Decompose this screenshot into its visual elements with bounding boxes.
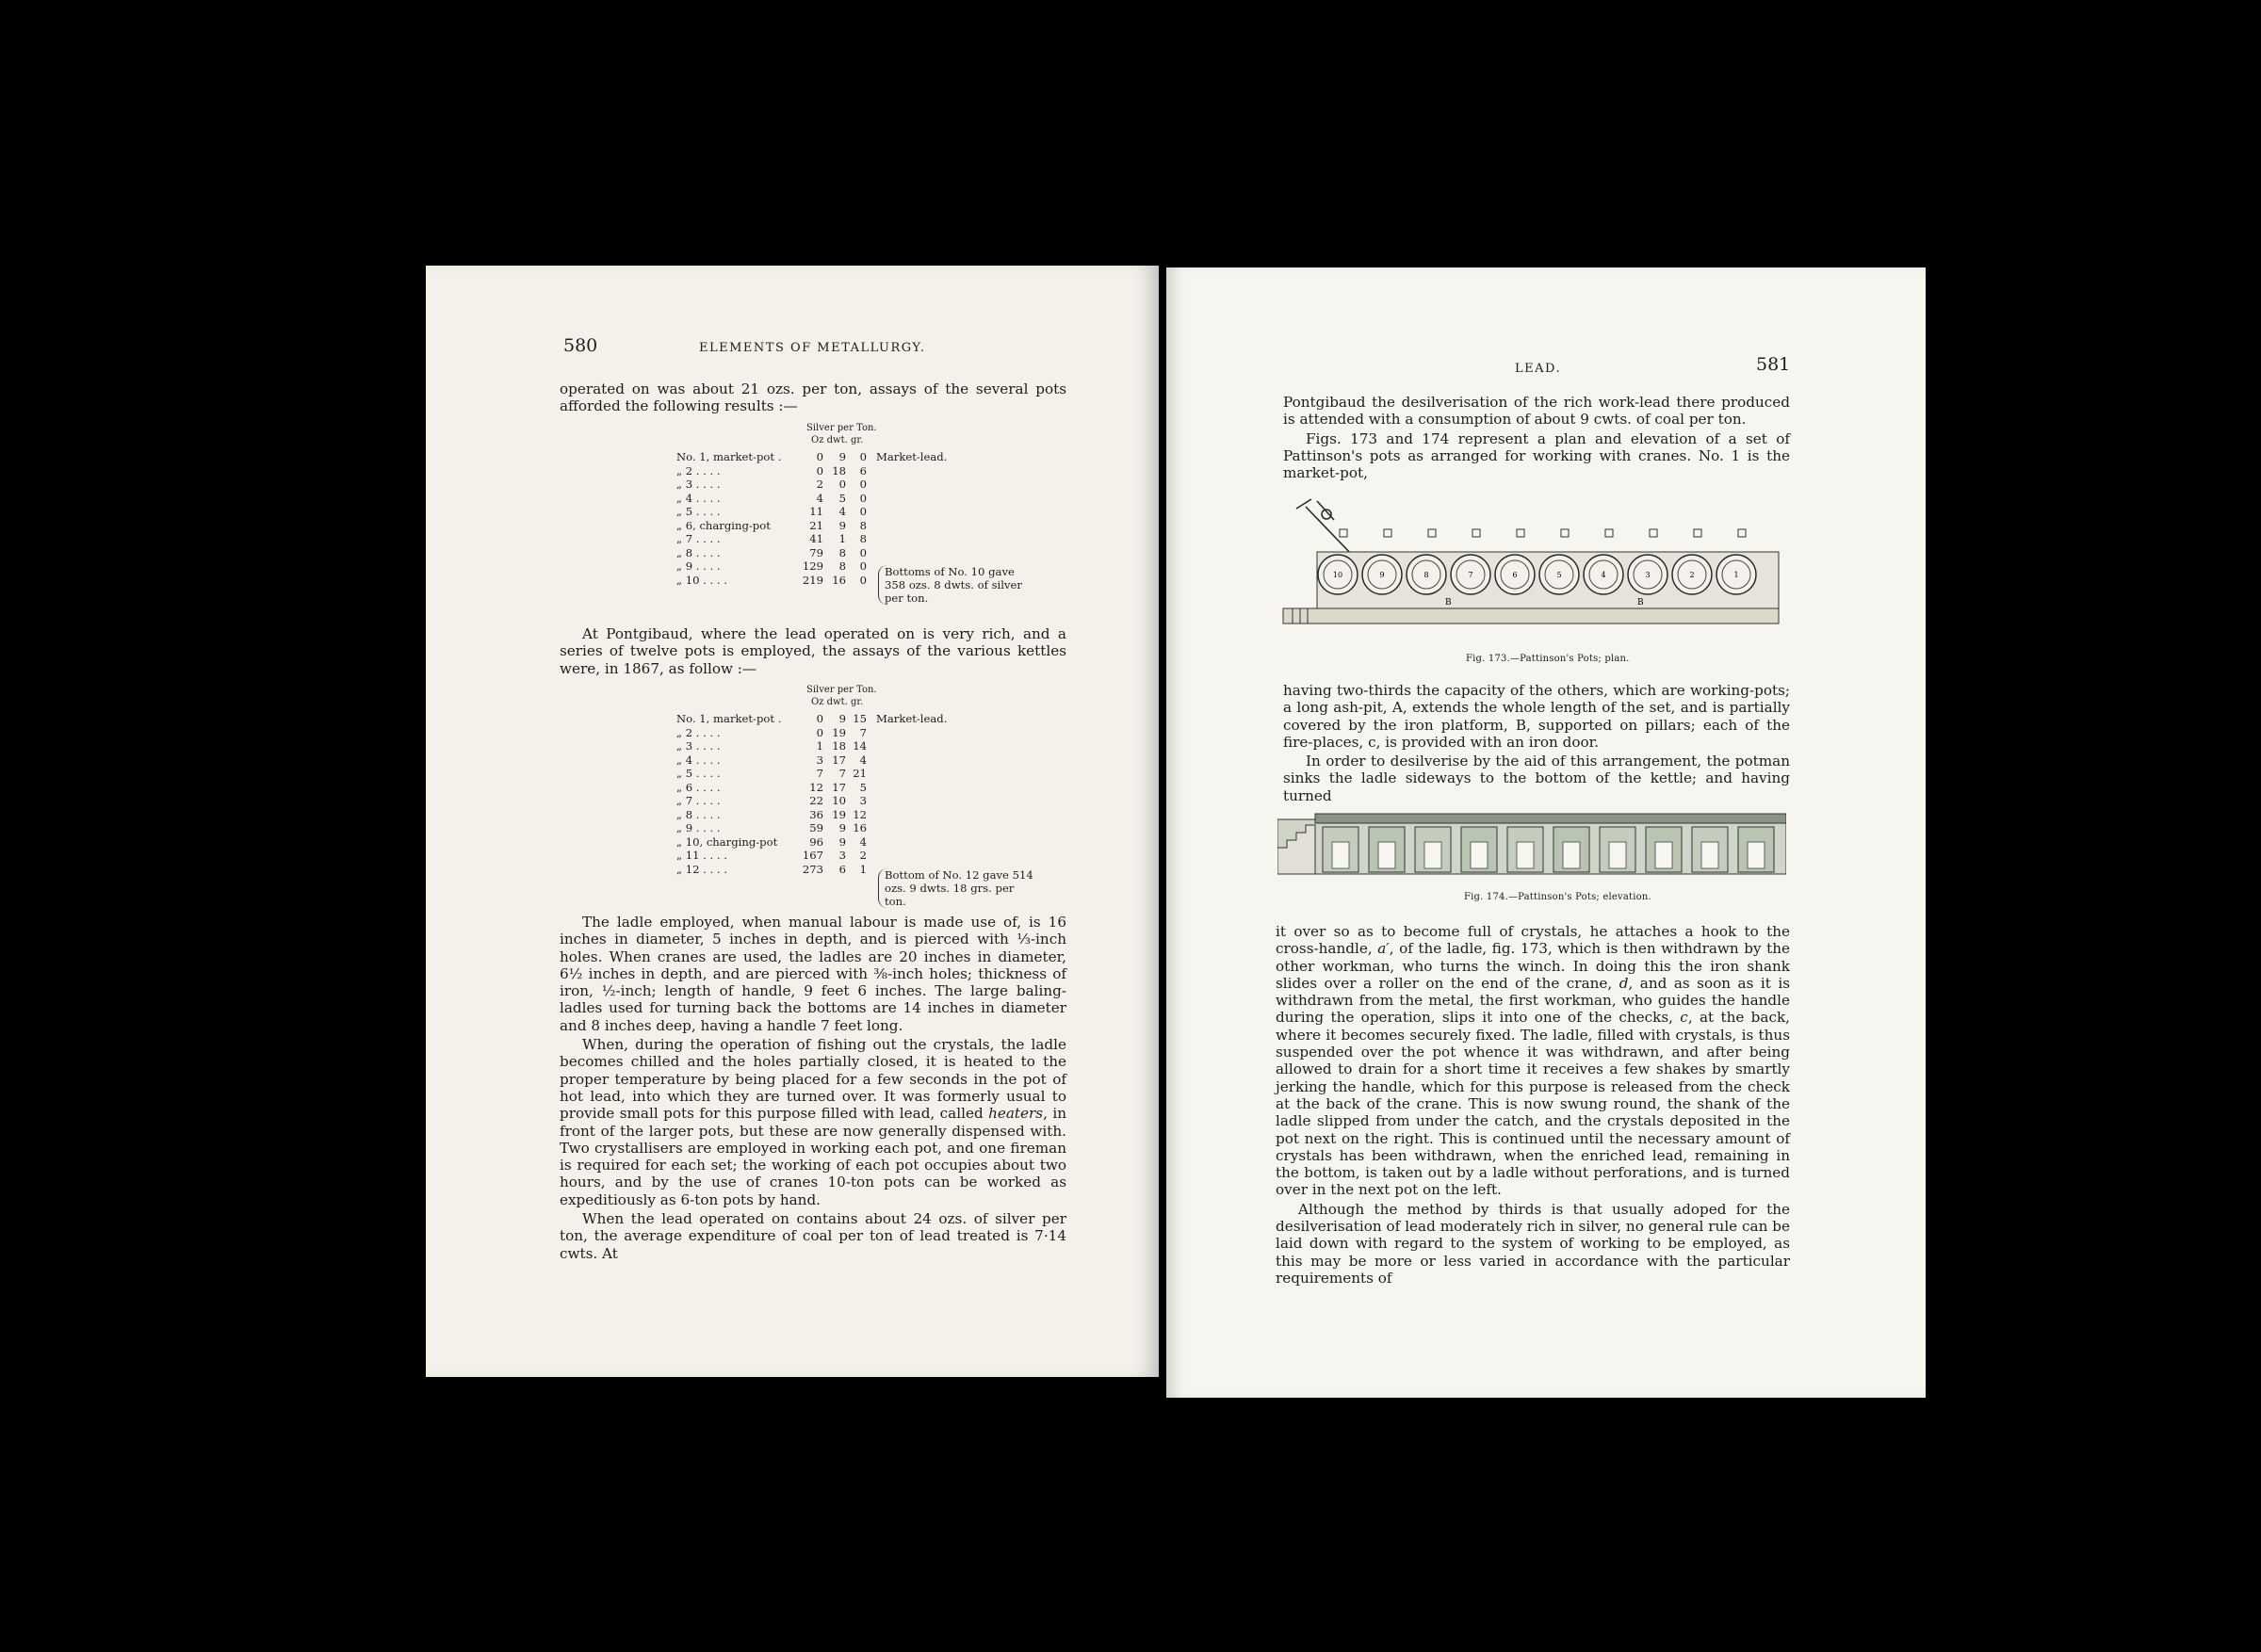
assay-table-title: Silver per Ton. — [806, 685, 877, 695]
method-by-thirds-text: Although the method by thirds is that usually adoped for the desilverisation of lead moderately rich in silver, no general rule can be laid down with regard to the system of working to be employed, as this may be more or less varied in accordance with the particular requirements of — [1276, 1200, 1790, 1287]
assay-cell-gr: 0 — [859, 478, 867, 491]
figure-174-elevation — [1277, 810, 1786, 876]
assay-cell-gr: 0 — [859, 491, 867, 505]
assay-cell-oz: 11 — [809, 505, 823, 518]
pot-number: 9 — [1379, 571, 1385, 579]
intro-paragraph — [560, 381, 1066, 415]
crane-icon — [1296, 499, 1353, 556]
pot-number: 10 — [1332, 571, 1343, 579]
assay-table-2 — [676, 684, 1034, 908]
fireplace-door — [1563, 842, 1580, 868]
pot-number: 2 — [1689, 571, 1695, 579]
ash-pit-paragraphs — [1283, 682, 1790, 804]
assay-cell-dwt: 8 — [838, 545, 846, 559]
assay-row — [676, 753, 1034, 768]
assay-row — [676, 546, 1034, 560]
assay-cell-label: „ 4 . . . . — [676, 753, 721, 767]
assay-cell-dwt: 17 — [832, 753, 846, 767]
assay-cell-oz: 0 — [816, 712, 823, 725]
assay-cell-dwt: 9 — [838, 450, 846, 463]
assay-cell-gr: 0 — [859, 450, 867, 463]
assay-table-units: Oz dwt. gr. — [811, 697, 864, 707]
assay-cell-gr: 8 — [859, 532, 867, 545]
fireplace-door — [1471, 842, 1488, 868]
assay-cell-oz: 0 — [816, 450, 823, 463]
pot-8 — [1407, 529, 1446, 594]
assay-cell-dwt: 4 — [838, 505, 846, 518]
crane-post — [1384, 529, 1391, 537]
crane-post — [1472, 529, 1480, 537]
assay-cell-oz: 22 — [809, 794, 823, 807]
pot-number: 7 — [1468, 571, 1473, 579]
assay-cell-oz: 129 — [802, 559, 823, 573]
assay-cell-gr: 14 — [853, 739, 867, 753]
assay-cell-label: „ 5 . . . . — [676, 767, 721, 780]
pot-6 — [1495, 529, 1535, 594]
pot-3 — [1628, 529, 1667, 594]
crane-post — [1561, 529, 1569, 537]
assay-cell-oz: 1 — [816, 739, 823, 753]
crane-post — [1605, 529, 1613, 537]
right-page — [1166, 267, 1926, 1398]
running-head-right: LEAD. — [1515, 362, 1562, 376]
assay-cell-oz: 4 — [816, 491, 823, 505]
assay-cell-dwt: 19 — [832, 807, 846, 821]
assay-row — [676, 781, 1034, 795]
assay-table-title: Silver per Ton. — [806, 423, 877, 433]
pontgibaud-coal-text: Pontgibaud the desilverisation of the rich work-lead there produced is attended with a consumption of about 9 cwts. of coal per ton. — [1283, 394, 1790, 429]
coal-text: When the lead operated on contains about 24 ozs. of silver per ton, the average expenditure of coal per ton of lead treated is 7·14 cwts. At — [560, 1210, 1066, 1262]
figure-174-caption: Fig. 174.—Pattinson's Pots; elevation. — [1464, 892, 1651, 902]
assay-cell-oz: 0 — [816, 463, 823, 478]
crystal-paragraphs — [1276, 923, 1790, 1287]
assay-cell-label: „ 8 . . . . — [676, 807, 721, 821]
assay-cell-oz: 41 — [809, 532, 823, 545]
assay-cell-label: „ 2 . . . . — [676, 463, 721, 478]
assay-row — [676, 739, 1034, 753]
assay-cell-dwt: 5 — [838, 491, 846, 505]
assay-row — [676, 492, 1034, 506]
assay-cell-dwt: 1 — [838, 532, 846, 545]
pot-number: 6 — [1512, 571, 1518, 579]
assay-cell-gr: 8 — [859, 518, 867, 532]
desilverise-text: In order to desilverise by the aid of this arrangement, the potman sinks the ladle sideways to the bottom of the kettle; and having turned — [1283, 753, 1790, 804]
assay-cell-label: „ 10, charging-pot — [676, 834, 778, 849]
assay-cell-dwt: 0 — [838, 478, 846, 491]
assay-cell-dwt: 18 — [832, 463, 846, 478]
page-number-left: 580 — [563, 335, 598, 356]
assay-cell-gr: 16 — [853, 821, 867, 834]
pontgibaud-paragraph — [560, 625, 1066, 677]
assay-table-header — [676, 684, 1034, 712]
assay-cell-gr: 4 — [859, 753, 867, 767]
assay-cell-gr: 0 — [859, 573, 867, 587]
assay-cell-label: „ 6 . . . . — [676, 780, 721, 794]
assay-row — [676, 726, 1034, 740]
assay-cell-gr: 1 — [859, 862, 867, 876]
fireplace-door — [1655, 842, 1672, 868]
fireplace-door — [1332, 842, 1349, 868]
assay-cell-label: „ 7 . . . . — [676, 532, 721, 545]
assay-cell-label: „ 6, charging-pot — [676, 518, 771, 532]
assay-cell-oz: 167 — [802, 849, 823, 862]
assay-cell-dwt: 6 — [838, 862, 846, 876]
heating-text: When, during the operation of fishing out the crystals, the ladle becomes chilled and the holes partially closed, it is heated to the proper temperature by being placed for a few seconds in the pot of hot lead, into which they are turned over. It was formerly usual to provide small pots for this purpose filled with lead, called heaters, in front of the larger pots, but these are now generally dispensed with. Two crystallisers are employed in working each pot, and one fireman is required for each set; the working of each pot occupies about two hours, and by the use of cranes 10-ton pots can be worked as expeditiously as 6-ton pots by hand. — [560, 1036, 1067, 1208]
assay-cell-dwt: 9 — [838, 518, 846, 532]
pot-5 — [1539, 529, 1579, 594]
assay-cell-gr: 15 — [853, 712, 867, 725]
pot-2 — [1672, 529, 1712, 594]
fireplace-door — [1378, 842, 1395, 868]
assay-row — [676, 450, 1034, 464]
assay-cell-label: „ 7 . . . . — [676, 794, 721, 807]
assay-cell-oz: 2 — [816, 478, 823, 491]
crane-post — [1340, 529, 1347, 537]
assay-cell-dwt: 19 — [832, 725, 846, 739]
intro-text: operated on was about 21 ozs. per ton, assays of the several pots afforded the following results :— — [560, 381, 1066, 415]
assay-row — [676, 821, 1034, 835]
right-top-paragraphs — [1283, 394, 1790, 481]
assay-cell-dwt: 10 — [832, 794, 846, 807]
assay-cell-label: „ 12 . . . . — [676, 862, 727, 876]
assay-cell-dwt: 17 — [832, 780, 846, 794]
assay-row — [676, 505, 1034, 519]
assay-cell-remark: Market-lead. — [876, 712, 948, 725]
ladle-paragraphs — [560, 914, 1066, 1262]
assay-cell-dwt: 16 — [832, 573, 846, 587]
assay-row — [676, 835, 1034, 850]
assay-cell-oz: 36 — [809, 807, 823, 821]
assay-cell-gr: 12 — [853, 807, 867, 821]
assay-cell-label: „ 10 . . . . — [676, 573, 727, 587]
crane-post — [1428, 529, 1436, 537]
ladle-text: The ladle employed, when manual labour is made use of, is 16 inches in diameter, 5 inches in depth, and is pierced with ⅓-inch holes. When cranes are used, the ladles are 20 inches in diameter, 6½ inches in depth, and are pierced with ⅜-inch holes; thickness of iron, ½-inch; length of handle, 9 feet 6 inches. The large baling-ladles used for turning back the bottoms are 14 inches in diameter and 8 inches deep, having a handle 7 feet long. — [560, 914, 1066, 1034]
assay-row — [676, 532, 1034, 546]
assay-cell-gr: 3 — [859, 794, 867, 807]
assay-row — [676, 712, 1034, 726]
assay-cell-label: „ 9 . . . . — [676, 821, 721, 834]
assay-row — [676, 794, 1034, 808]
pot-number: 3 — [1645, 571, 1651, 579]
crane-post — [1650, 529, 1657, 537]
assay-cell-gr: 5 — [859, 780, 867, 794]
pot-4 — [1584, 529, 1623, 594]
assay-cell-dwt: 9 — [838, 712, 846, 725]
assay-cell-gr: 6 — [859, 463, 867, 478]
assay-cell-label: „ 5 . . . . — [676, 505, 721, 518]
platform-label-b2: B — [1637, 598, 1644, 607]
assay-cell-oz: 59 — [809, 821, 823, 834]
assay-cell-oz: 79 — [809, 545, 823, 559]
assay-cell-label: „ 3 . . . . — [676, 478, 721, 491]
platform-label-b: B — [1445, 598, 1452, 607]
assay-cell-oz: 7 — [816, 767, 823, 780]
assay-cell-oz: 96 — [809, 834, 823, 849]
assay-cell-oz: 219 — [802, 573, 823, 587]
assay-cell-gr: 2 — [859, 849, 867, 862]
pot-number: 4 — [1601, 571, 1606, 579]
fireplace-door — [1748, 842, 1765, 868]
pot-9 — [1362, 529, 1402, 594]
assay-table-units: Oz dwt. gr. — [811, 435, 864, 445]
assay-cell-gr: 0 — [859, 559, 867, 573]
assay-table-note: Bottom of No. 12 gave 514 ozs. 9 dwts. 18 grs. per ton. — [878, 868, 1035, 908]
assay-cell-gr: 0 — [859, 545, 867, 559]
assay-cell-label: „ 3 . . . . — [676, 739, 721, 753]
assay-cell-gr: 21 — [853, 767, 867, 780]
figure-173-plan — [1279, 488, 1788, 629]
assay-cell-label: „ 4 . . . . — [676, 491, 721, 505]
figs-intro-text: Figs. 173 and 174 represent a plan and elevation of a set of Pattinson's pots as arranged for working with cranes. No. 1 is the market-pot, — [1283, 429, 1790, 482]
assay-cell-oz: 0 — [816, 725, 823, 739]
figure-173-caption: Fig. 173.—Pattinson's Pots; plan. — [1466, 654, 1630, 664]
assay-cell-oz: 3 — [816, 753, 823, 767]
assay-row — [676, 808, 1034, 822]
assay-cell-dwt: 8 — [838, 559, 846, 573]
assay-cell-remark: Market-lead. — [876, 450, 948, 463]
crystals-text: it over so as to become full of crystals, he attaches a hook to the cross-handle, a′, of the ladle, fig. 173, which is then withdrawn by the other workman, who turns the winch. In doing this the iron shank slides over a roller on the end of the crane, d, and as soon as it is withdrawn from the metal, the first workman, who guides the handle during the operation, slips it into one of the checks, c, at the back, where it becomes securely fixed. The ladle, filled with crystals, is thus suspended over the pot whence it was withdrawn, and after being allowed to drain for a short time it receives a few shakes by smartly jerking the handle, which for this purpose is released from the check at the back of the crane. This is now swung round, the shank of the ladle slipped from under the catch, and the crystals deposited in the pot next on the right. This is continued until the necessary amount of crystals has been withdrawn, when the enriched lead, remaining in the bottom, is taken out by a ladle without perforations, and is turned over in the next pot on the left. — [1276, 923, 1790, 1199]
assay-cell-gr: 7 — [859, 725, 867, 739]
pot-number: 5 — [1556, 571, 1562, 579]
assay-cell-dwt: 7 — [838, 767, 846, 780]
assay-table-1 — [676, 422, 1034, 605]
page-number-right: 581 — [1756, 354, 1791, 375]
fireplace-door — [1424, 842, 1441, 868]
pontgibaud-text: At Pontgibaud, where the lead operated on is very rich, and a series of twelve pots is employed, the assays of the various kettles were, in 1867, as follow :— — [560, 625, 1066, 677]
running-head-left: ELEMENTS OF METALLURGY. — [699, 341, 926, 355]
assay-table-note: Bottoms of No. 10 gave 358 ozs. 8 dwts. of silver per ton. — [878, 565, 1035, 605]
assay-row — [676, 478, 1034, 492]
assay-cell-label: „ 9 . . . . — [676, 559, 721, 573]
assay-row — [676, 519, 1034, 533]
assay-cell-label: „ 2 . . . . — [676, 725, 721, 739]
assay-row — [676, 767, 1034, 781]
pot-7 — [1451, 529, 1490, 594]
crane-post — [1517, 529, 1524, 537]
assay-cell-dwt: 9 — [838, 834, 846, 849]
assay-cell-oz: 12 — [809, 780, 823, 794]
assay-cell-label: „ 8 . . . . — [676, 545, 721, 559]
assay-cell-gr: 0 — [859, 505, 867, 518]
fireplace-door — [1517, 842, 1534, 868]
assay-cell-label: No. 1, market-pot . — [676, 712, 782, 725]
pot-1 — [1716, 529, 1756, 594]
assay-cell-label: „ 11 . . . . — [676, 849, 727, 862]
assay-cell-label: No. 1, market-pot . — [676, 450, 782, 463]
ash-pit-text: having two-thirds the capacity of the others, which are working-pots; a long ash-pit, A, extends the whole length of the set, and is partially covered by the iron platform, B, supported on pillars; each of the fire-places, c, is provided with an iron door. — [1283, 682, 1790, 751]
pot-number: 1 — [1733, 571, 1739, 579]
assay-cell-oz: 21 — [809, 518, 823, 532]
assay-cell-gr: 4 — [859, 834, 867, 849]
assay-cell-dwt: 9 — [838, 821, 846, 834]
assay-row — [676, 849, 1034, 863]
assay-cell-dwt: 18 — [832, 739, 846, 753]
crane-post — [1694, 529, 1701, 537]
crane-post — [1738, 529, 1746, 537]
assay-cell-dwt: 3 — [838, 849, 846, 862]
assay-table-rows — [676, 712, 1034, 876]
left-page — [426, 266, 1159, 1377]
pot-number: 8 — [1423, 571, 1429, 579]
fireplace-door — [1701, 842, 1718, 868]
fireplace-door — [1609, 842, 1626, 868]
assay-cell-oz: 273 — [802, 862, 823, 876]
assay-row — [676, 464, 1034, 478]
assay-table-header — [676, 422, 1034, 450]
